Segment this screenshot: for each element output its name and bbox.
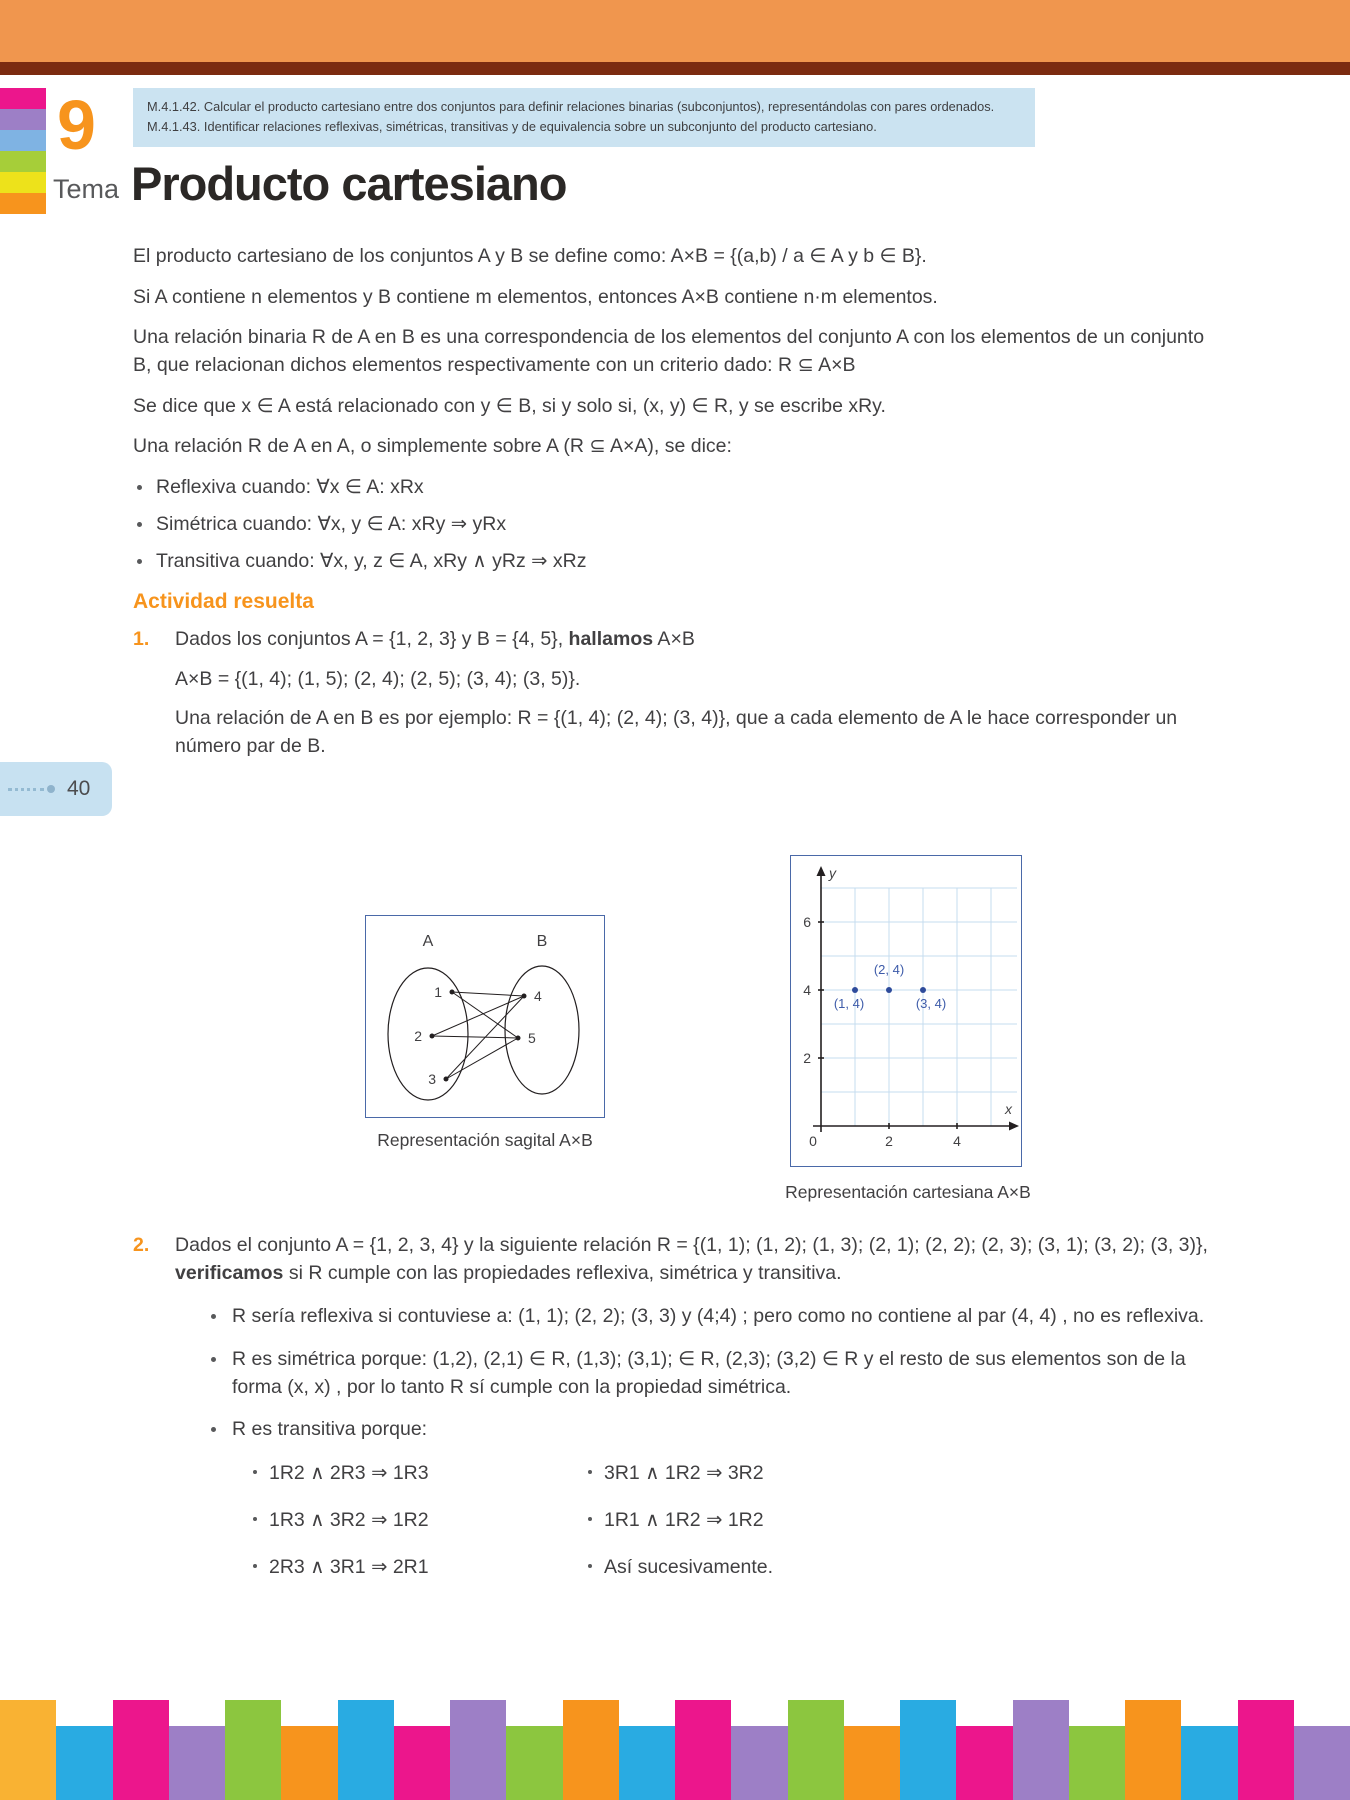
tema-label: Tema	[53, 174, 120, 204]
item1-line1-post: A×B	[653, 628, 695, 650]
cartesian-figure	[790, 855, 1022, 1167]
footer-block	[900, 1700, 956, 1800]
item-number: 1.	[133, 628, 150, 650]
bullet-icon	[588, 1564, 592, 1568]
page-title: Producto cartesiano	[131, 157, 567, 210]
footer-block	[450, 1700, 506, 1800]
objective-line-2: M.4.1.43. Identificar relaciones reflexivas, simétricas, transitivas y de equivalencia sobre un subconjunto del producto cartesiano.	[147, 119, 877, 135]
bullet-icon	[137, 559, 142, 564]
intro-paragraph-5: Una relación R de A en A, o simplemente sobre A (R ⊆ A×A), se dice:	[133, 435, 732, 458]
activity-item-1	[133, 626, 1223, 773]
item-body	[175, 626, 1223, 773]
footer-block	[956, 1726, 1012, 1800]
bullet-icon	[211, 1357, 216, 1362]
tema-stripe	[0, 88, 46, 109]
top-maroon-bar	[0, 62, 1350, 75]
origin-label: 0	[809, 1133, 817, 1149]
top-orange-bar	[0, 0, 1350, 62]
item2-intro-post: si R cumple con las propiedades reflexiva, simétrica y transitiva.	[283, 1261, 842, 1284]
footer-block	[675, 1700, 731, 1800]
element-3: 3	[428, 1071, 436, 1087]
footer-block	[506, 1726, 562, 1800]
leader-dot-icon	[47, 785, 55, 793]
point-label-2-4: (2, 4)	[873, 962, 905, 977]
footer-block	[113, 1700, 169, 1800]
item1-line1-bold: hallamos	[568, 628, 654, 650]
curriculum-objectives-box	[133, 88, 1035, 147]
footer-block	[1125, 1700, 1181, 1800]
bullet-icon	[211, 1314, 216, 1319]
footer-block	[281, 1726, 337, 1800]
transitive-text: 2R3 ∧ 3R1 ⇒ 2R1	[269, 1555, 429, 1578]
transitive-example	[588, 1554, 888, 1582]
page-number-tab	[0, 762, 112, 816]
tema-stripe	[0, 172, 46, 193]
set-b-ellipse	[505, 966, 579, 1094]
item1-line1	[175, 626, 1223, 654]
bullet-text: Transitiva cuando: ∀x, y, z ∈ A, xRy ∧ yRz ⇒ xRz	[156, 549, 587, 572]
item-body	[175, 1232, 1223, 1600]
intro-paragraph-2: Si A contiene n elementos y B contiene m elementos, entonces A×B contiene n·m elementos.	[133, 285, 938, 308]
bullet-icon	[211, 1427, 216, 1432]
transitive-column-left	[253, 1460, 553, 1600]
element-5: 5	[528, 1030, 536, 1046]
x-tick-4: 4	[953, 1133, 961, 1149]
bullet-icon	[137, 522, 142, 527]
y-tick-4: 4	[803, 982, 811, 998]
bullet-text: Simétrica cuando: ∀x, y ∈ A: xRy ⇒ yRx	[156, 512, 507, 535]
tema-stripe	[0, 151, 46, 172]
item2-intro-bold: verificamos	[175, 1261, 284, 1284]
tema-stripe	[0, 130, 46, 151]
y-axis-arrow-icon	[817, 866, 826, 876]
bullet-icon	[253, 1564, 257, 1568]
activity-item-2	[133, 1232, 1223, 1600]
transitive-example	[253, 1507, 553, 1535]
footer-block	[225, 1700, 281, 1800]
element-4: 4	[534, 988, 542, 1004]
transitive-text: 1R3 ∧ 3R2 ⇒ 1R2	[269, 1508, 429, 1531]
y-tick-2: 2	[803, 1050, 811, 1066]
footer-block	[1238, 1700, 1294, 1800]
relation-lines	[432, 992, 524, 1079]
item2-sub-bullets	[175, 1303, 1223, 1444]
element-2: 2	[414, 1028, 422, 1044]
sagittal-figure	[365, 915, 605, 1118]
sub-bullet-text: R sería reflexiva si contuviese a: (1, 1); (2, 2); (3, 3) y (4;4) ; pero como no contiene al par (4, 4) , no es reflexiva.	[232, 1305, 1205, 1328]
sub-bullet-simetrica	[175, 1346, 1223, 1401]
footer-block	[731, 1726, 787, 1800]
intro-paragraph-1: El producto cartesiano de los conjuntos A y B se define como: A×B = {(a,b) / a ∈ A y b ∈ B}.	[133, 245, 927, 267]
item2-intro-pre: Dados el conjunto A = {1, 2, 3, 4} y la siguiente relación R = {(1, 1); (1, 2); (1, 3); (2, 1); (2, 2); (2, 3); (3, 1); (3, 2); (3, 3)},	[175, 1234, 1208, 1256]
x-axis-label: x	[1005, 1101, 1012, 1117]
sub-bullet-transitiva	[175, 1416, 1223, 1444]
dotted-leader	[8, 788, 44, 791]
cartesian-plot	[791, 856, 1020, 1165]
transitive-example	[253, 1460, 553, 1488]
transitive-examples	[253, 1460, 1223, 1600]
y-tick-6: 6	[803, 914, 811, 930]
point-label-1-4: (1, 4)	[833, 996, 865, 1011]
point-label-3-4: (3, 4)	[915, 996, 947, 1011]
intro-section	[133, 243, 1221, 584]
transitive-example	[253, 1554, 553, 1582]
tema-stripe	[0, 109, 46, 130]
sagittal-diagram	[366, 916, 603, 1116]
transitive-text: 1R1 ∧ 1R2 ⇒ 1R2	[604, 1508, 764, 1531]
item1-line2: A×B = {(1, 4); (1, 5); (2, 4); (2, 5); (3, 4); (3, 5)}.	[175, 667, 581, 690]
footer-block	[0, 1700, 56, 1800]
footer-block	[394, 1726, 450, 1800]
bullet-icon	[588, 1517, 592, 1521]
item2-intro	[175, 1232, 1223, 1287]
footer-block	[844, 1726, 900, 1800]
x-tick-2: 2	[885, 1133, 893, 1149]
set-b-label: B	[536, 933, 548, 950]
sub-bullet-text: R es simétrica porque: (1,2), (2,1) ∈ R, (1,3); (3,1); ∈ R, (2,3); (3,2) ∈ R y el resto de sus elementos son de la forma (x, x) , por lo tanto R sí cumple con la propiedad simétrica.	[232, 1348, 1186, 1398]
item-number: 2.	[133, 1234, 150, 1256]
footer-block	[619, 1726, 675, 1800]
item1-line1-pre: Dados los conjuntos A = {1, 2, 3} y B = {4, 5},	[175, 628, 569, 650]
set-a-label: A	[422, 933, 434, 950]
y-axis-label: y	[829, 865, 836, 881]
footer-block	[169, 1726, 225, 1800]
bullet-icon	[588, 1470, 592, 1474]
footer-block	[1069, 1726, 1125, 1800]
transitive-example	[588, 1460, 888, 1488]
bullet-icon	[137, 485, 142, 490]
element-1: 1	[434, 984, 442, 1000]
property-bullet-transitiva	[133, 548, 1221, 576]
sub-bullet-reflexiva	[175, 1303, 1223, 1331]
tema-stripe	[0, 193, 46, 214]
cartesian-caption: Representación cartesiana A×B	[785, 1182, 1031, 1202]
activity-heading: Actividad resuelta	[133, 590, 314, 613]
property-bullet-reflexiva	[133, 474, 1221, 502]
tema-number: 9	[57, 86, 96, 164]
transitive-text: 3R1 ∧ 1R2 ⇒ 3R2	[604, 1462, 764, 1485]
footer-block	[1013, 1700, 1069, 1800]
footer-decoration	[0, 1700, 1350, 1800]
transitive-example	[588, 1507, 888, 1535]
footer-block	[56, 1726, 112, 1800]
footer-block	[563, 1700, 619, 1800]
transitive-column-right	[588, 1460, 888, 1600]
footer-block	[1181, 1726, 1237, 1800]
transitive-text: 1R2 ∧ 2R3 ⇒ 1R3	[269, 1462, 429, 1485]
property-bullet-simetrica	[133, 511, 1221, 539]
x-axis-arrow-icon	[1009, 1122, 1019, 1131]
footer-block	[788, 1700, 844, 1800]
intro-paragraph-4: Se dice que x ∈ A está relacionado con y ∈ B, si y solo si, (x, y) ∈ R, y se escribe xRy.	[133, 394, 886, 417]
objective-line-1: M.4.1.42. Calcular el producto cartesiano entre dos conjuntos para definir relaciones binarias (subconjuntos), representándolas con pares ordenados.	[147, 99, 995, 114]
sub-bullet-text: R es transitiva porque:	[232, 1418, 428, 1441]
transitive-text: Así sucesivamente.	[604, 1555, 774, 1578]
intro-paragraph-3: Una relación binaria R de A en B es una correspondencia de los elementos del conjunto A con los elementos de un conjunto B, que relacionan dichos elementos respectivamente con un criterio dado: R ⊆ A×B	[133, 326, 1205, 377]
sagittal-caption: Representación sagital A×B	[377, 1130, 593, 1150]
bullet-icon	[253, 1517, 257, 1521]
item1-line3: Una relación de A en B es por ejemplo: R = {(1, 4); (2, 4); (3, 4)}, que a cada elemento de A le hace corresponder un número par de B.	[175, 707, 1178, 758]
page-number: 40	[67, 777, 91, 800]
bullet-text: Reflexiva cuando: ∀x ∈ A: xRx	[156, 476, 424, 499]
tema-color-stripes	[0, 88, 46, 214]
footer-block	[1294, 1726, 1350, 1800]
bullet-icon	[253, 1470, 257, 1474]
footer-block	[338, 1700, 394, 1800]
